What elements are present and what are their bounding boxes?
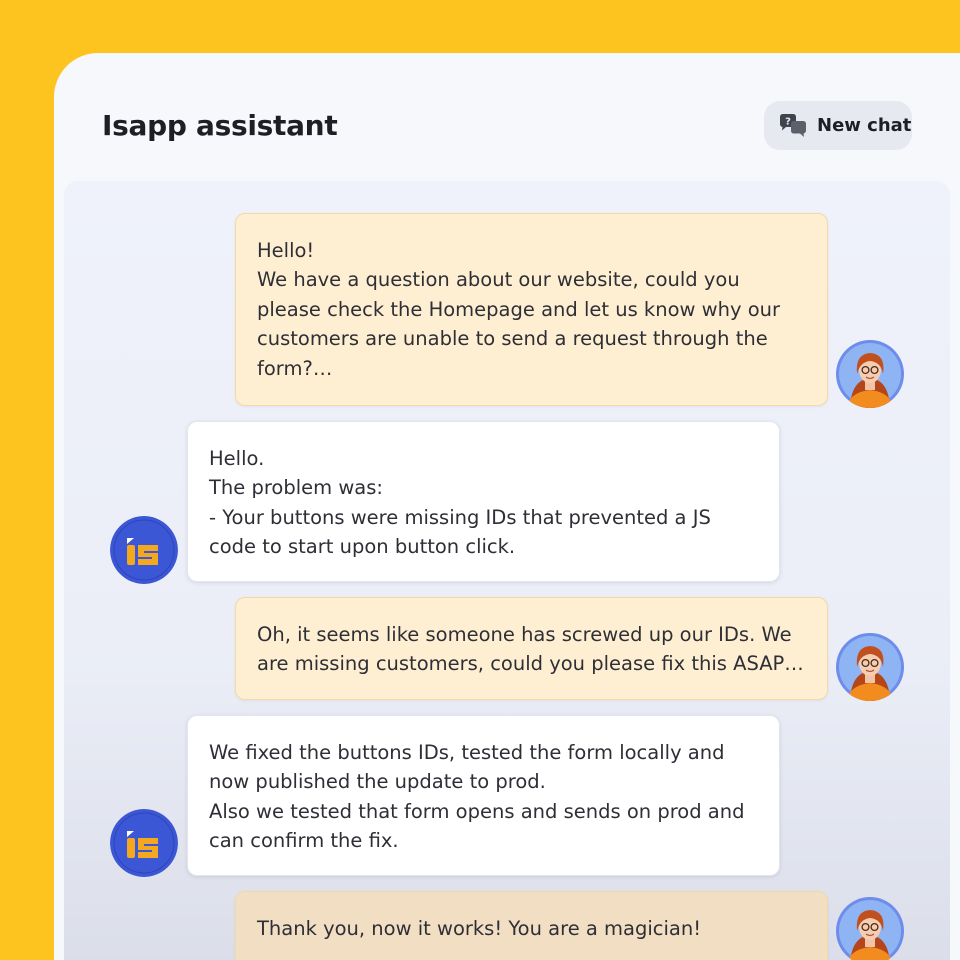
isapp-logo-avatar bbox=[110, 516, 178, 584]
user-avatar bbox=[836, 340, 904, 408]
chat-bubbles-icon bbox=[778, 113, 808, 139]
isapp-logo-avatar bbox=[110, 809, 178, 877]
page-title: Isapp assistant bbox=[102, 109, 338, 142]
chat-thread[interactable] bbox=[64, 181, 950, 960]
user-message: Hello! We have a question about our website, could you please check the Homepage and let us know why our customers are unable to send a request through the form?… bbox=[235, 213, 828, 406]
assistant-panel bbox=[54, 53, 960, 960]
new-chat-label: New chat bbox=[817, 115, 912, 136]
user-message: Thank you, now it works! You are a magician! bbox=[235, 891, 828, 960]
user-avatar bbox=[836, 897, 904, 960]
assistant-message: Hello. The problem was: - Your buttons were missing IDs that prevented a JS code to start upon button click. bbox=[187, 421, 780, 582]
new-chat-button[interactable] bbox=[764, 101, 912, 150]
assistant-message: We fixed the buttons IDs, tested the form locally and now published the update to prod. Also we tested that form opens and sends on prod and can confirm the fix. bbox=[187, 715, 780, 876]
svg-text:?: ? bbox=[785, 116, 791, 127]
user-message: Oh, it seems like someone has screwed up our IDs. We are missing customers, could you please fix this ASAP… bbox=[235, 597, 828, 700]
user-avatar bbox=[836, 633, 904, 701]
